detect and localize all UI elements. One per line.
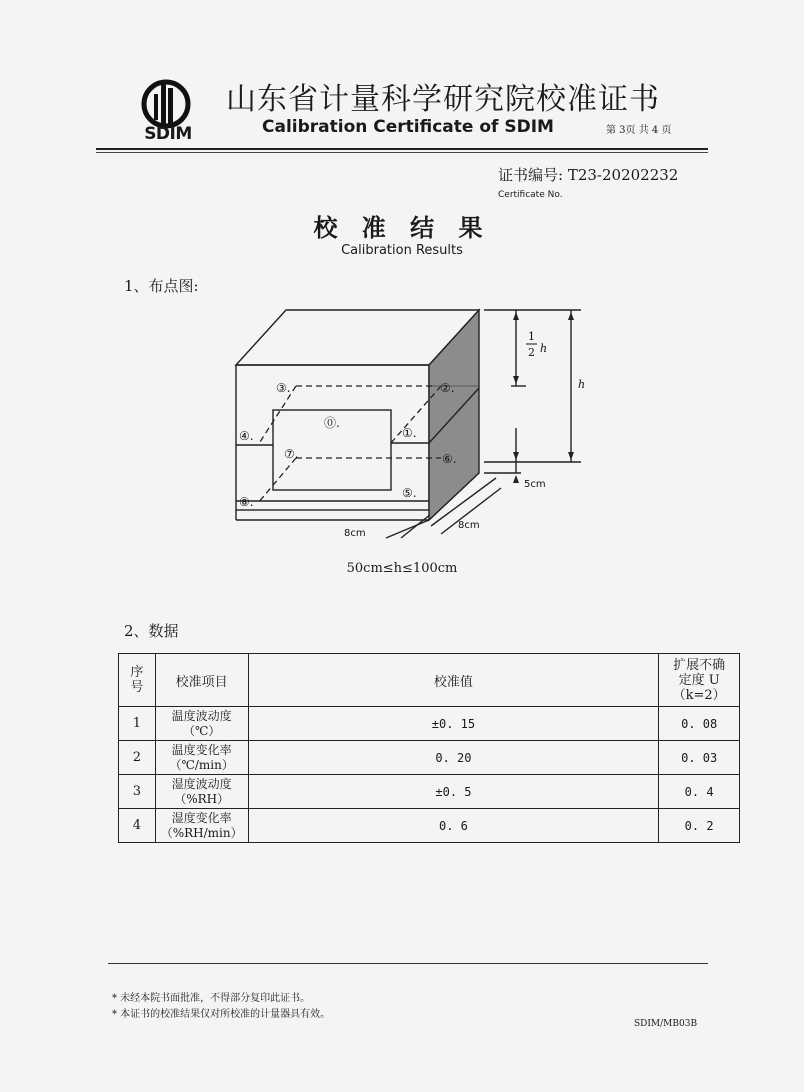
row-value: ±0. 15 (248, 707, 659, 741)
row-value: 0. 20 (248, 741, 659, 775)
certificate-label-en: Certificate No. (498, 190, 563, 200)
institute-title-cn: 山东省计量科学研究院校准证书 (226, 82, 660, 117)
page-indicator: 第 3页 共 4 页 (606, 125, 672, 136)
row-item: 温度波动度 （℃） (155, 707, 248, 741)
section-layout-title: 1、布点图: (124, 277, 199, 295)
row-uncertainty: 0. 4 (659, 775, 740, 809)
footer-rule (108, 963, 708, 964)
h-label: h (578, 378, 586, 391)
row-uncertainty: 0. 03 (659, 741, 740, 775)
header-rule (96, 148, 708, 150)
point-6-label: ⑥. (442, 452, 457, 466)
row-no: 4 (119, 809, 156, 843)
table-header-row (119, 654, 740, 707)
header-uncertainty: 扩展不确 定度 U （k=2） (659, 654, 740, 707)
point-2-label: ②. (440, 381, 455, 395)
dim-5cm: 5cm (524, 479, 546, 490)
header-rule-thin (96, 152, 708, 153)
section-data-title: 2、数据 (124, 622, 179, 640)
row-item: 湿度变化率 （%RH/min） (155, 809, 248, 843)
certificate-label-cn: 证书编号: (498, 166, 564, 184)
dim-8cm-right: 8cm (458, 520, 480, 531)
point-1-label: ①. (402, 426, 417, 440)
results-title-en: Calibration Results (341, 243, 463, 258)
row-item: 湿度波动度 （%RH） (155, 775, 248, 809)
row-no: 1 (119, 707, 156, 741)
footer-note-2: * 本证书的校准结果仅对所校准的计量器具有效。 (112, 1009, 331, 1020)
certificate-number (498, 164, 678, 185)
table-row (119, 809, 740, 843)
row-no: 2 (119, 741, 156, 775)
row-uncertainty: 0. 08 (659, 707, 740, 741)
table-row (119, 775, 740, 809)
form-code: SDIM/MB03B (634, 1019, 698, 1029)
logo-text: SDIM (144, 124, 192, 144)
row-value: 0. 6 (248, 809, 659, 843)
header-item: 校准项目 (155, 654, 248, 707)
measurement-point-diagram (226, 298, 596, 548)
point-4-label: ④. (239, 429, 254, 443)
half-denominator: 2 (528, 346, 535, 359)
certificate-number-value: T23-20202232 (567, 166, 679, 184)
footer-note-1: * 未经本院书面批准，不得部分复印此证书。 (112, 993, 311, 1004)
half-h-label: h (540, 342, 548, 355)
point-5-label: ⑤. (402, 486, 417, 500)
height-range-caption: 50cm≤h≤100cm (346, 561, 458, 576)
row-uncertainty: 0. 2 (659, 809, 740, 843)
point-3-label: ③. (276, 381, 291, 395)
results-title-cn: 校 准 结 果 (313, 214, 491, 242)
point-0-label: ⓪. (324, 416, 340, 430)
point-8-label: ⑧. (239, 495, 254, 509)
half-numerator: 1 (528, 330, 535, 343)
header-value: 校准值 (248, 654, 659, 707)
point-7-label: ⑦. (284, 447, 299, 461)
dim-8cm-left: 8cm (344, 528, 366, 539)
table-row (119, 741, 740, 775)
table-row (119, 707, 740, 741)
certificate-title-en: Calibration Certificate of SDIM (262, 117, 554, 137)
row-no: 3 (119, 775, 156, 809)
header-no: 序 号 (119, 654, 156, 707)
row-item: 温度变化率 （℃/min） (155, 741, 248, 775)
chamber-front-face (236, 365, 429, 510)
row-value: ±0. 5 (248, 775, 659, 809)
calibration-table (118, 653, 740, 843)
